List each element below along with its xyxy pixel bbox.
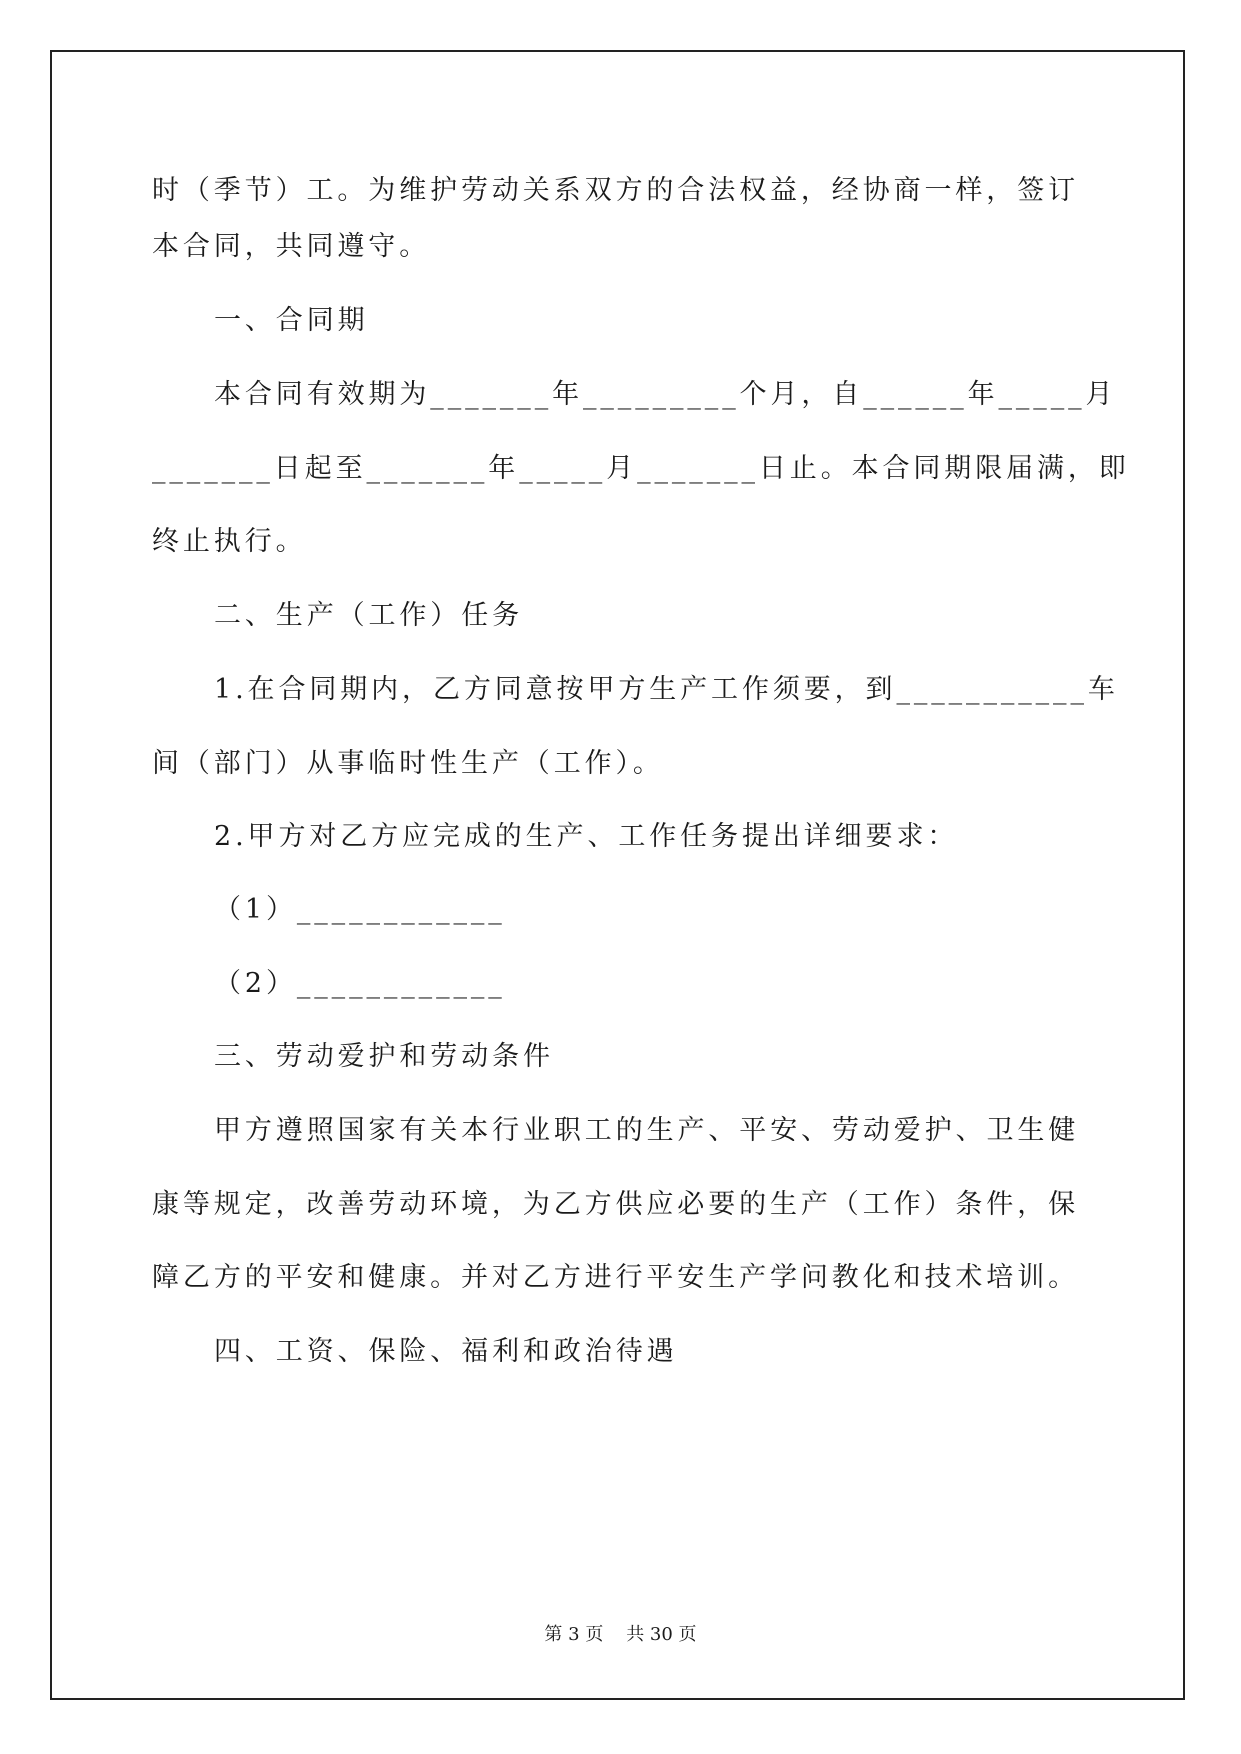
body-text-line: 本合同，共同遵守。: [152, 231, 431, 262]
body-text-line: 时（季节）工。为维护劳动关系双方的合法权益，经协商一样，签订: [152, 175, 1079, 206]
section-heading: 二、生产（工作）任务: [214, 600, 523, 631]
body-text-line: 康等规定，改善劳动环境，为乙方供应必要的生产（工作）条件，保: [152, 1189, 1079, 1220]
body-text-line: 间（部门）从事临时性生产（工作）。: [152, 748, 664, 779]
list-item: （1）____________: [214, 894, 506, 925]
section-heading: 三、劳动爱护和劳动条件: [214, 1041, 554, 1072]
list-item: （2）____________: [214, 968, 506, 999]
body-text-line: 甲方遵照国家有关本行业职工的生产、平安、劳动爱护、卫生健: [214, 1115, 1080, 1146]
body-text-line: 障乙方的平安和健康。并对乙方进行平安生产学问教化和技术培训。: [152, 1262, 1079, 1293]
section-heading: 四、工资、保险、福利和政治待遇: [214, 1336, 678, 1367]
body-text-line: 1.在合同期内，乙方同意按甲方生产工作须要，到___________车: [214, 674, 1119, 705]
body-text-line: 本合同有效期为_______年_________个月，自______年_____月: [214, 379, 1117, 410]
page-border: [50, 50, 1185, 1700]
body-text-line: _______日起至_______年_____月_______日止。本合同期限届满，即: [152, 453, 1130, 484]
section-heading: 一、合同期: [214, 305, 369, 336]
body-text-line: 终止执行。: [152, 526, 307, 557]
page-number: 第 3 页 共 30 页: [544, 1624, 697, 1645]
body-text-line: 2.甲方对乙方应完成的生产、工作任务提出详细要求：: [214, 821, 959, 852]
